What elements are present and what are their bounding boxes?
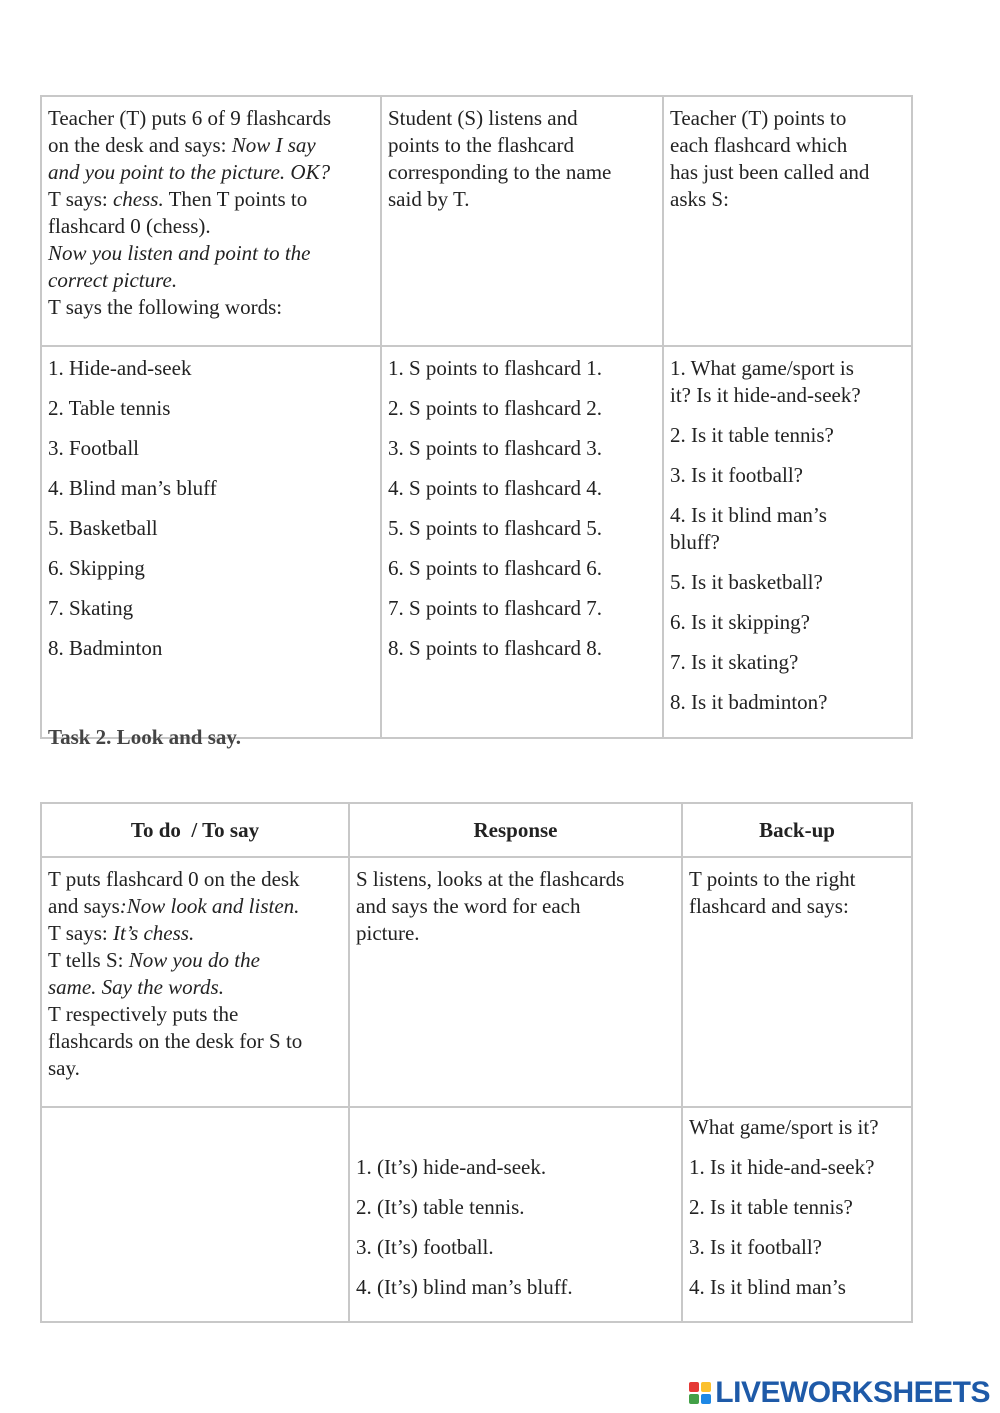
- list-item: 7. S points to flashcard 7.: [388, 596, 603, 620]
- task1-word-list: [41, 346, 381, 738]
- task2-response-list: [349, 1107, 682, 1322]
- list-item: 2. Is it table tennis?: [670, 423, 834, 447]
- list-item: 5. S points to flashcard 5.: [388, 516, 603, 540]
- list-item: 3. Is it football?: [689, 1235, 822, 1259]
- list-item: 2. Is it table tennis?: [689, 1195, 853, 1219]
- task2-intro-row: [41, 857, 912, 1107]
- task1-table: [40, 95, 913, 739]
- list-item: 4. Blind man’s bluff: [48, 476, 217, 500]
- list-item: 3. Football: [48, 436, 140, 460]
- logo-mark-icon: [689, 1382, 711, 1404]
- list-item: 1. Is it hide-and-seek?: [689, 1155, 875, 1179]
- list-item: 7. Is it skating?: [670, 650, 799, 674]
- task2-empty-cell: [41, 1107, 349, 1322]
- list-item: 1. What game/sport is it? Is it hide-and-seek?: [670, 356, 861, 407]
- task1-intro-row: [41, 96, 912, 346]
- task2-backup-list: [682, 1107, 912, 1322]
- liveworksheets-logo[interactable]: [689, 1376, 990, 1410]
- list-item: 8. Is it badminton?: [670, 690, 828, 714]
- task1-intro-backup: Teacher (T) points to each flashcard which has just been called and asks S:: [663, 96, 912, 346]
- list-item: 6. S points to flashcard 6.: [388, 556, 603, 580]
- list-item: 4. Is it blind man’s bluff?: [670, 503, 827, 554]
- logo-text: LIVEWORKSHEETS: [715, 1376, 990, 1409]
- list-item: 2. Table tennis: [48, 396, 171, 420]
- list-item: 1. Hide-and-seek: [48, 356, 192, 380]
- backup-title: What game/sport is it?: [689, 1115, 879, 1139]
- task1-items-row: [41, 346, 912, 738]
- list-item: 8. Badminton: [48, 636, 163, 660]
- task2-intro-teacher: T puts flashcard 0 on the desk and says:Now look and listen. T says: It’s chess. T tells S: Now you do the same. Say the words. T respectively puts the flashcards on the desk for S to say.: [41, 857, 349, 1107]
- list-item: 2. S points to flashcard 2.: [388, 396, 603, 420]
- task1-response-list: [381, 346, 663, 738]
- task1-intro-teacher: Teacher (T) puts 6 of 9 flashcards on the desk and says: Now I say and you point to the picture. OK? T says: chess. Then T points to flashcard 0 (chess). Now you listen and point to the correct picture. T says the following words:: [41, 96, 381, 346]
- task1-intro-student: Student (S) listens and points to the flashcard corresponding to the name said by T.: [381, 96, 663, 346]
- list-item: 5. Basketball: [48, 516, 158, 540]
- list-item: 1. (It’s) hide-and-seek.: [356, 1155, 547, 1179]
- list-item: 4. S points to flashcard 4.: [388, 476, 603, 500]
- list-item: 5. Is it basketball?: [670, 570, 823, 594]
- list-item: 4. Is it blind man’s: [689, 1275, 846, 1299]
- task2-header-row: [41, 803, 912, 857]
- task2-table: [40, 802, 913, 1323]
- header-response: Response: [349, 803, 682, 857]
- header-backup: Back-up: [682, 803, 912, 857]
- task2-title: Task 2. Look and say.: [48, 725, 241, 749]
- list-item: 8. S points to flashcard 8.: [388, 636, 603, 660]
- list-item: 3. Is it football?: [670, 463, 803, 487]
- list-item: 2. (It’s) table tennis.: [356, 1195, 525, 1219]
- list-item: 3. (It’s) football.: [356, 1235, 494, 1259]
- list-item: 6. Is it skipping?: [670, 610, 810, 634]
- list-item: 7. Skating: [48, 596, 134, 620]
- list-item: 6. Skipping: [48, 556, 145, 580]
- task2-intro-student: S listens, looks at the flashcards and says the word for each picture.: [349, 857, 682, 1107]
- list-item: 1. S points to flashcard 1.: [388, 356, 603, 380]
- task1-question-list: [663, 346, 912, 738]
- header-todo: To do / To say: [41, 803, 349, 857]
- list-item: 3. S points to flashcard 3.: [388, 436, 603, 460]
- task2-intro-backup: T points to the right flashcard and says:: [682, 857, 912, 1107]
- list-item: 4. (It’s) blind man’s bluff.: [356, 1275, 573, 1299]
- task2-items-row: [41, 1107, 912, 1322]
